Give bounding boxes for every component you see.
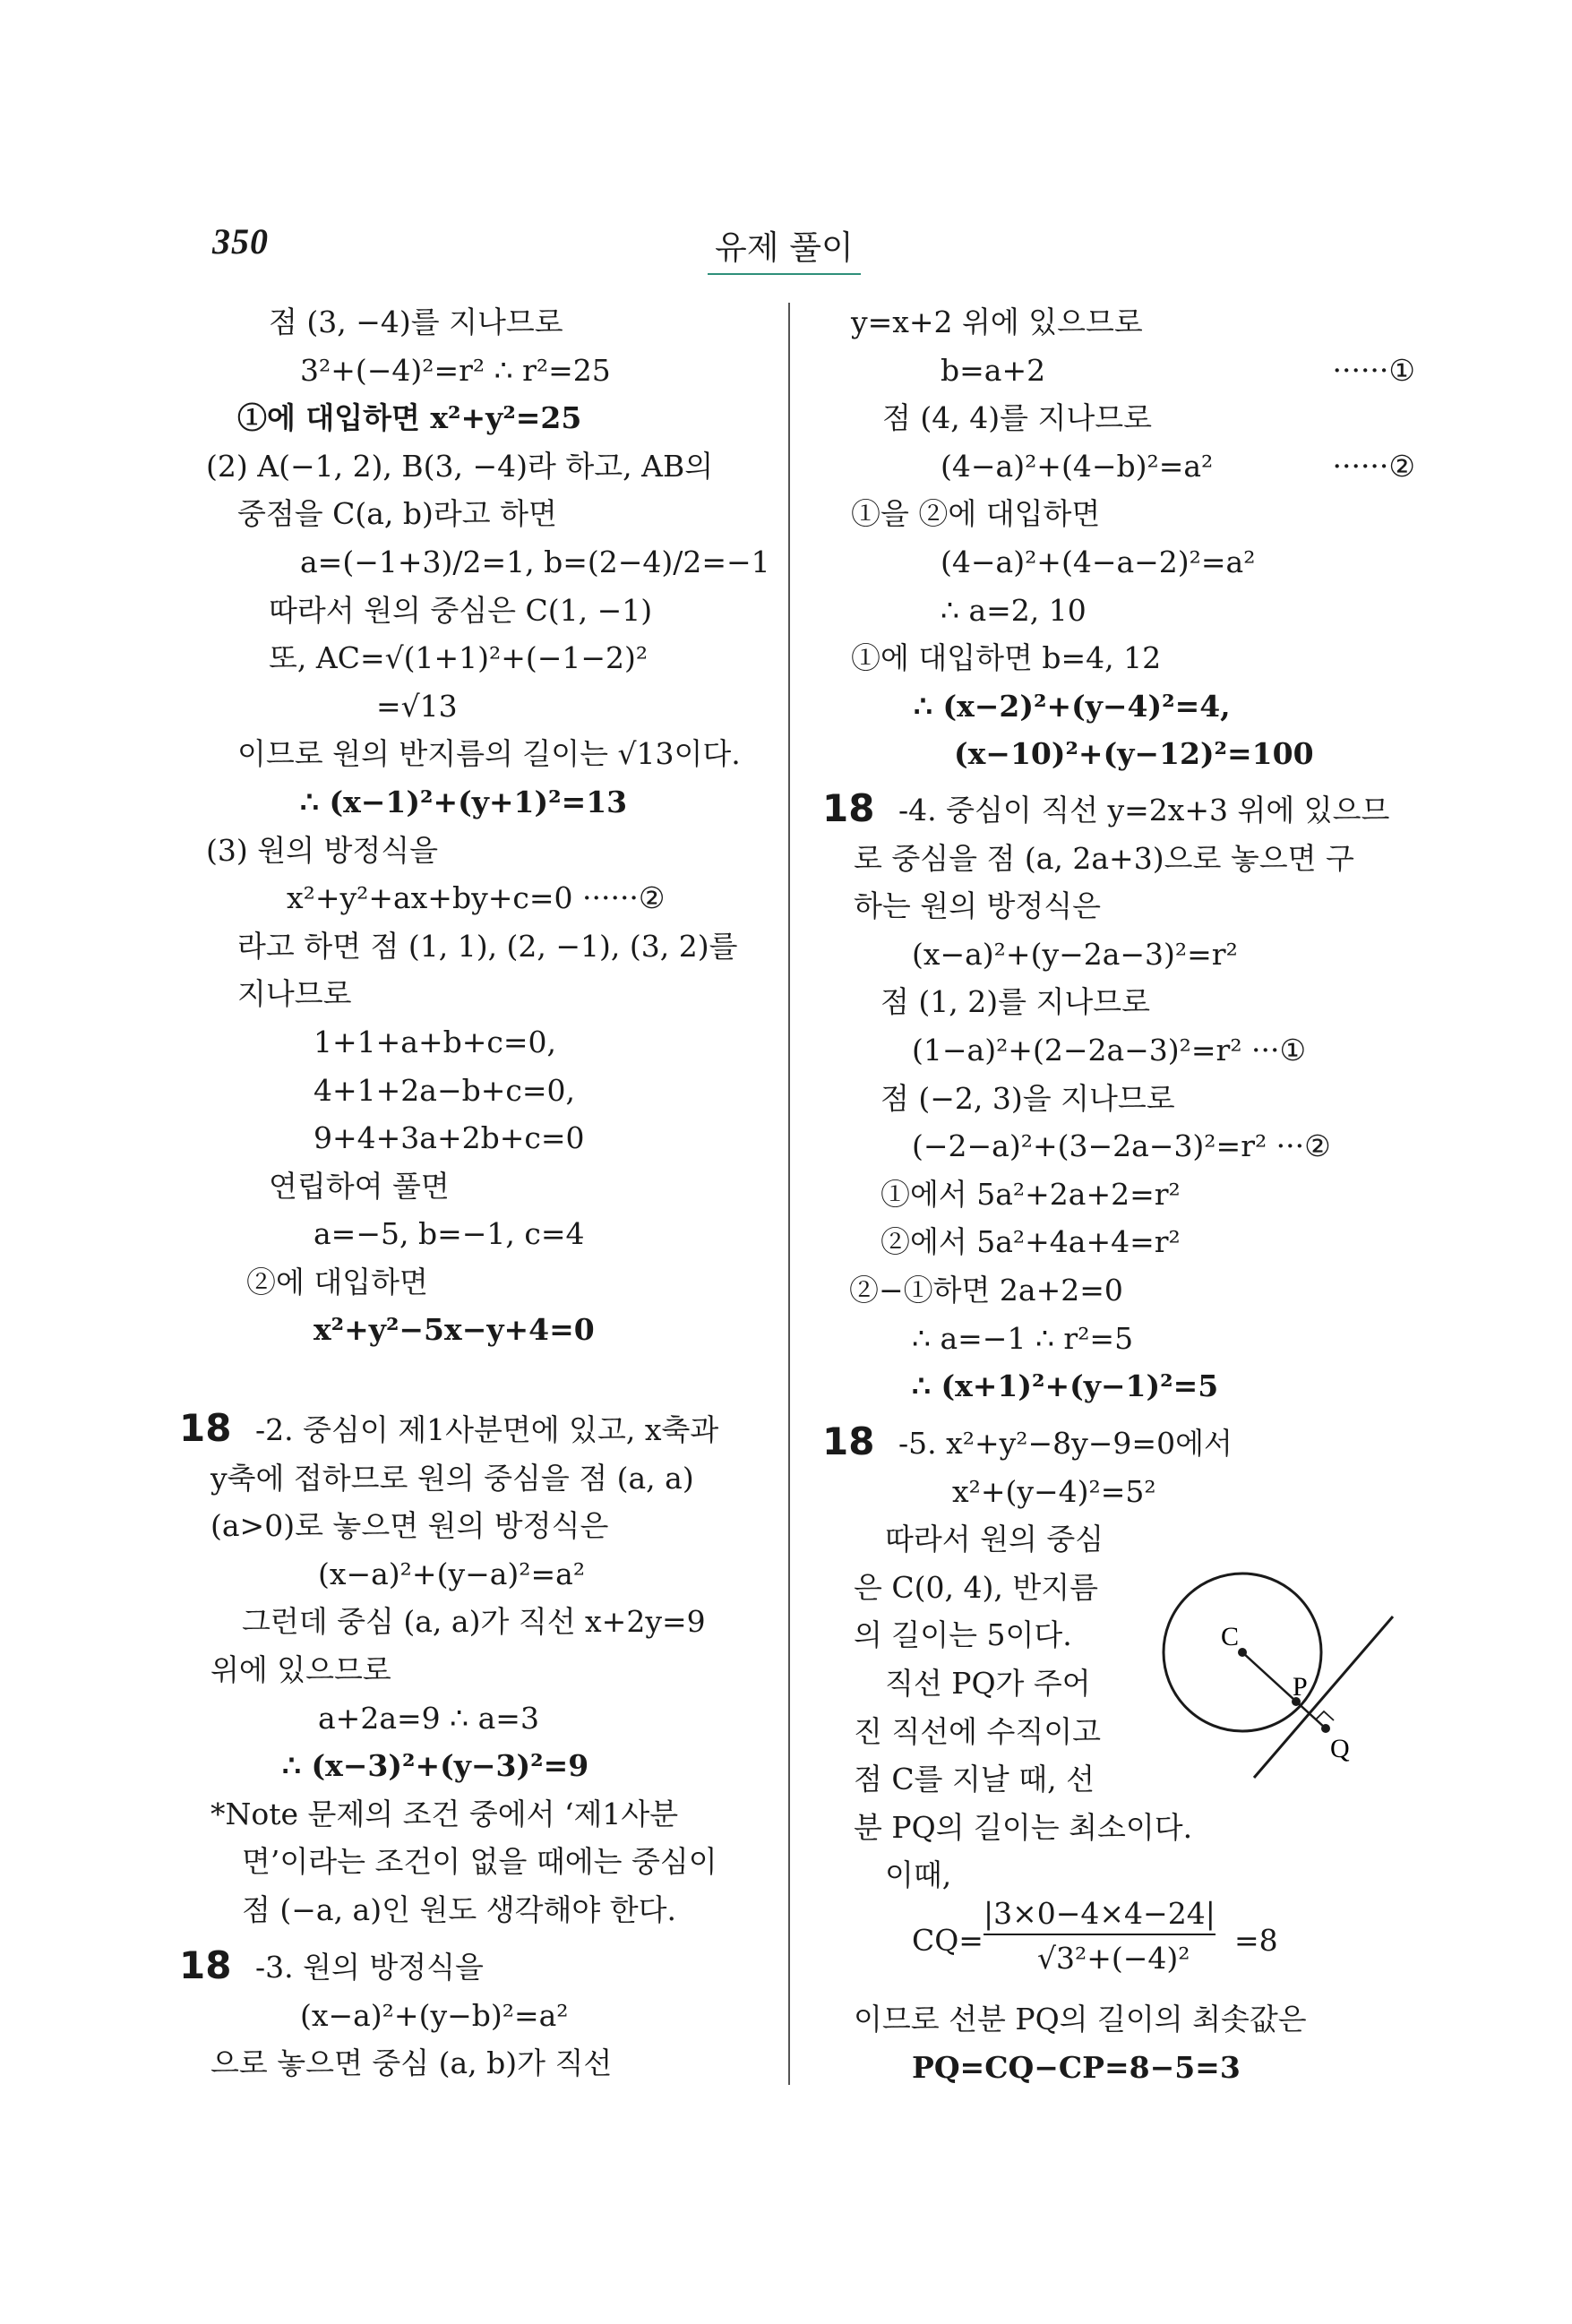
- line: (−2−a)²+(3−2a−3)²=r² ···②: [912, 1128, 1331, 1164]
- line: 직선 PQ가 주어: [885, 1666, 1091, 1701]
- line: -4. 중심이 직선 y=2x+3 위에 있으므: [898, 793, 1390, 828]
- solution-line: [824, 538, 1415, 587]
- circle-tangent-figure: [1160, 1558, 1411, 1800]
- left-column: [202, 298, 770, 1354]
- line: 진 직선에 수직이고: [854, 1713, 1102, 1749]
- label-p: P: [1293, 1672, 1308, 1702]
- line-text: ①을 ②에 대입하면: [851, 496, 1101, 532]
- label-c: C: [1221, 1622, 1240, 1651]
- line: -3. 원의 방정식을: [255, 1950, 484, 1985]
- line: 그런데 중심 (a, a)가 직선 x+2y=9: [242, 1604, 706, 1640]
- line: -2. 중심이 제1사분면에 있고, x축과: [255, 1412, 719, 1447]
- solution-line: [202, 874, 766, 922]
- right-column: [824, 298, 1415, 778]
- solution-line: [202, 1114, 766, 1162]
- solution-line: [202, 442, 766, 491]
- solution-line: [202, 682, 766, 731]
- line: (1−a)²+(2−2a−3)²=r² ···①: [912, 1033, 1307, 1068]
- solution-line: [202, 490, 766, 538]
- line: 하는 원의 방정식은: [854, 888, 1102, 924]
- line-text: =√13: [376, 688, 458, 724]
- line: ∴ (x−3)²+(y−3)²=9: [282, 1748, 589, 1784]
- solution-line: [202, 634, 766, 682]
- solution-line: [202, 298, 766, 347]
- line-text: ∴ (x−1)²+(y+1)²=13: [300, 784, 628, 819]
- cq-value: =8: [1234, 1923, 1278, 1958]
- solution-line: [202, 778, 766, 827]
- solution-line: [824, 490, 1415, 538]
- solution-line: [202, 1067, 766, 1115]
- line: ②−①하면 2a+2=0: [849, 1273, 1123, 1308]
- line: 점 (−2, 3)을 지나므로: [880, 1080, 1175, 1116]
- left-solution-lines: [202, 298, 770, 1354]
- line: y축에 접하므로 원의 중심을 점 (a, a): [210, 1460, 694, 1496]
- solution-line: [824, 442, 1415, 491]
- line-text: 1+1+a+b+c=0,: [314, 1024, 557, 1059]
- solution-line: [202, 827, 766, 875]
- problem-number: 18: [179, 1406, 232, 1450]
- line-text: 또, AC=√(1+1)²+(−1−2)²: [269, 640, 649, 676]
- solution-line: [202, 587, 766, 635]
- right-solution-lines: [824, 298, 1415, 778]
- line: 로 중심을 점 (a, 2a+3)으로 놓으면 구: [854, 840, 1354, 876]
- solution-line: [824, 394, 1415, 442]
- line: 이므로 선분 PQ의 길이의 최솟값은: [854, 2002, 1307, 2037]
- line-text: x²+y²−5x−y+4=0: [314, 1312, 595, 1348]
- solution-line: [202, 922, 766, 971]
- solution-line: [202, 538, 770, 587]
- line-text: 연립하여 풀면: [269, 1168, 450, 1204]
- cq-numerator: |3×0−4×4−24|: [984, 1894, 1216, 1935]
- problem-number: 18: [822, 786, 875, 830]
- line-text: 9+4+3a+2b+c=0: [314, 1120, 585, 1156]
- equation-marker: ······①: [1332, 352, 1415, 388]
- solution-line: [824, 347, 1415, 395]
- line: 위에 있으므로: [210, 1652, 391, 1687]
- solution-line: [202, 347, 766, 395]
- line: 점 C를 지날 때, 선: [854, 1762, 1095, 1797]
- cq-denominator: √3²+(−4)²: [1037, 1941, 1190, 1976]
- line-text: ②에 대입하면: [246, 1264, 428, 1299]
- note-line: 점 (−a, a)인 원도 생각해야 한다.: [242, 1892, 676, 1927]
- label-q: Q: [1330, 1734, 1350, 1763]
- solution-line: [202, 1018, 766, 1067]
- problem-number: 18: [179, 1943, 232, 1987]
- line-text: (4−a)²+(4−b)²=a²: [941, 448, 1214, 484]
- line-text: 라고 하면 점 (1, 1), (2, −1), (3, 2)를: [237, 928, 738, 964]
- problem-number: 18: [822, 1419, 875, 1463]
- solution-line: [202, 970, 766, 1018]
- line-text: (x−10)²+(y−12)²=100: [954, 736, 1314, 772]
- solution-line: [202, 730, 766, 778]
- line-text: b=a+2: [941, 352, 1046, 388]
- right-angle-mark: [1316, 1711, 1334, 1720]
- line-text: ∴ (x−2)²+(y−4)²=4,: [914, 688, 1231, 724]
- line: ∴ a=−1 ∴ r²=5: [912, 1320, 1134, 1356]
- line-text: 3²+(−4)²=r² ∴ r²=25: [300, 352, 611, 388]
- solution-line: [202, 1306, 766, 1354]
- cq-label: CQ=: [912, 1923, 984, 1958]
- line-text: 중점을 C(a, b)라고 하면: [237, 496, 557, 532]
- line: (a>0)로 놓으면 원의 방정식은: [210, 1508, 609, 1544]
- line: (x−a)²+(y−b)²=a²: [300, 1997, 569, 2033]
- line-text: 이므로 원의 반지름의 길이는 √13이다.: [237, 736, 741, 772]
- line: -5. x²+y²−8y−9=0에서: [898, 1426, 1233, 1461]
- line: ①에서 5a²+2a+2=r²: [880, 1176, 1181, 1212]
- solution-line: [824, 634, 1415, 682]
- page-header-title: 유제 풀이: [708, 220, 861, 275]
- line-text: (3) 원의 방정식을: [206, 832, 438, 868]
- line: ∴ (x+1)²+(y−1)²=5: [912, 1368, 1219, 1404]
- equation-marker: ······②: [1332, 448, 1415, 484]
- solution-line: [824, 298, 1415, 347]
- line-text: ∴ a=2, 10: [941, 592, 1087, 628]
- point-q: [1321, 1724, 1330, 1733]
- solution-line: [824, 730, 1415, 778]
- line: (x−a)²+(y−a)²=a²: [318, 1556, 586, 1591]
- line: 이때,: [885, 1857, 952, 1893]
- line: 따라서 원의 중심: [885, 1522, 1104, 1557]
- line: a+2a=9 ∴ a=3: [318, 1700, 539, 1736]
- line-text: ①에 대입하면 b=4, 12: [851, 640, 1162, 676]
- line: 분 PQ의 길이는 최소이다.: [854, 1809, 1193, 1845]
- line-text: ①에 대입하면 x²+y²=25: [237, 400, 582, 436]
- line: x²+(y−4)²=5²: [952, 1473, 1156, 1509]
- line-text: (2) A(−1, 2), B(3, −4)라 하고, AB의: [206, 448, 714, 484]
- line-text: 지나므로: [237, 976, 352, 1012]
- line-text: x²+y²+ax+by+c=0 ······②: [287, 880, 666, 916]
- line: ②에서 5a²+4a+4=r²: [880, 1224, 1181, 1260]
- line-text: a=(−1+3)/2=1, b=(2−4)/2=−1: [300, 544, 770, 579]
- line-text: 점 (3, −4)를 지나므로: [269, 304, 563, 339]
- given-line: [1254, 1617, 1393, 1778]
- note-line: *Note 문제의 조건 중에서 ‘제1사분: [210, 1796, 679, 1831]
- column-divider: [788, 303, 790, 2085]
- line-text: 4+1+2a−b+c=0,: [314, 1072, 576, 1108]
- line-text: 따라서 원의 중심은 C(1, −1): [269, 592, 653, 628]
- line: PQ=CQ−CP=8−5=3: [912, 2050, 1241, 2085]
- page-number: 350: [212, 221, 269, 262]
- line: 으로 놓으면 중심 (a, b)가 직선: [210, 2045, 613, 2081]
- line-text: (4−a)²+(4−a−2)²=a²: [941, 544, 1256, 579]
- solution-line: [202, 1162, 766, 1211]
- solution-line: [202, 394, 766, 442]
- line-text: 점 (4, 4)를 지나므로: [882, 400, 1152, 436]
- line: 점 (1, 2)를 지나므로: [880, 984, 1150, 1020]
- line: (x−a)²+(y−2a−3)²=r²: [912, 936, 1238, 972]
- solution-line: [202, 1258, 766, 1307]
- segment-cq: [1242, 1652, 1326, 1728]
- note-line: 면’이라는 조건이 없을 때에는 중심이: [242, 1844, 717, 1880]
- line-text: a=−5, b=−1, c=4: [314, 1216, 585, 1252]
- solution-line: [824, 587, 1415, 635]
- line: 의 길이는 5이다.: [854, 1617, 1072, 1653]
- solution-line: [202, 1210, 766, 1258]
- line: 은 C(0, 4), 반지름: [854, 1569, 1098, 1605]
- solution-line: [824, 682, 1415, 731]
- line-text: y=x+2 위에 있으므로: [851, 304, 1143, 339]
